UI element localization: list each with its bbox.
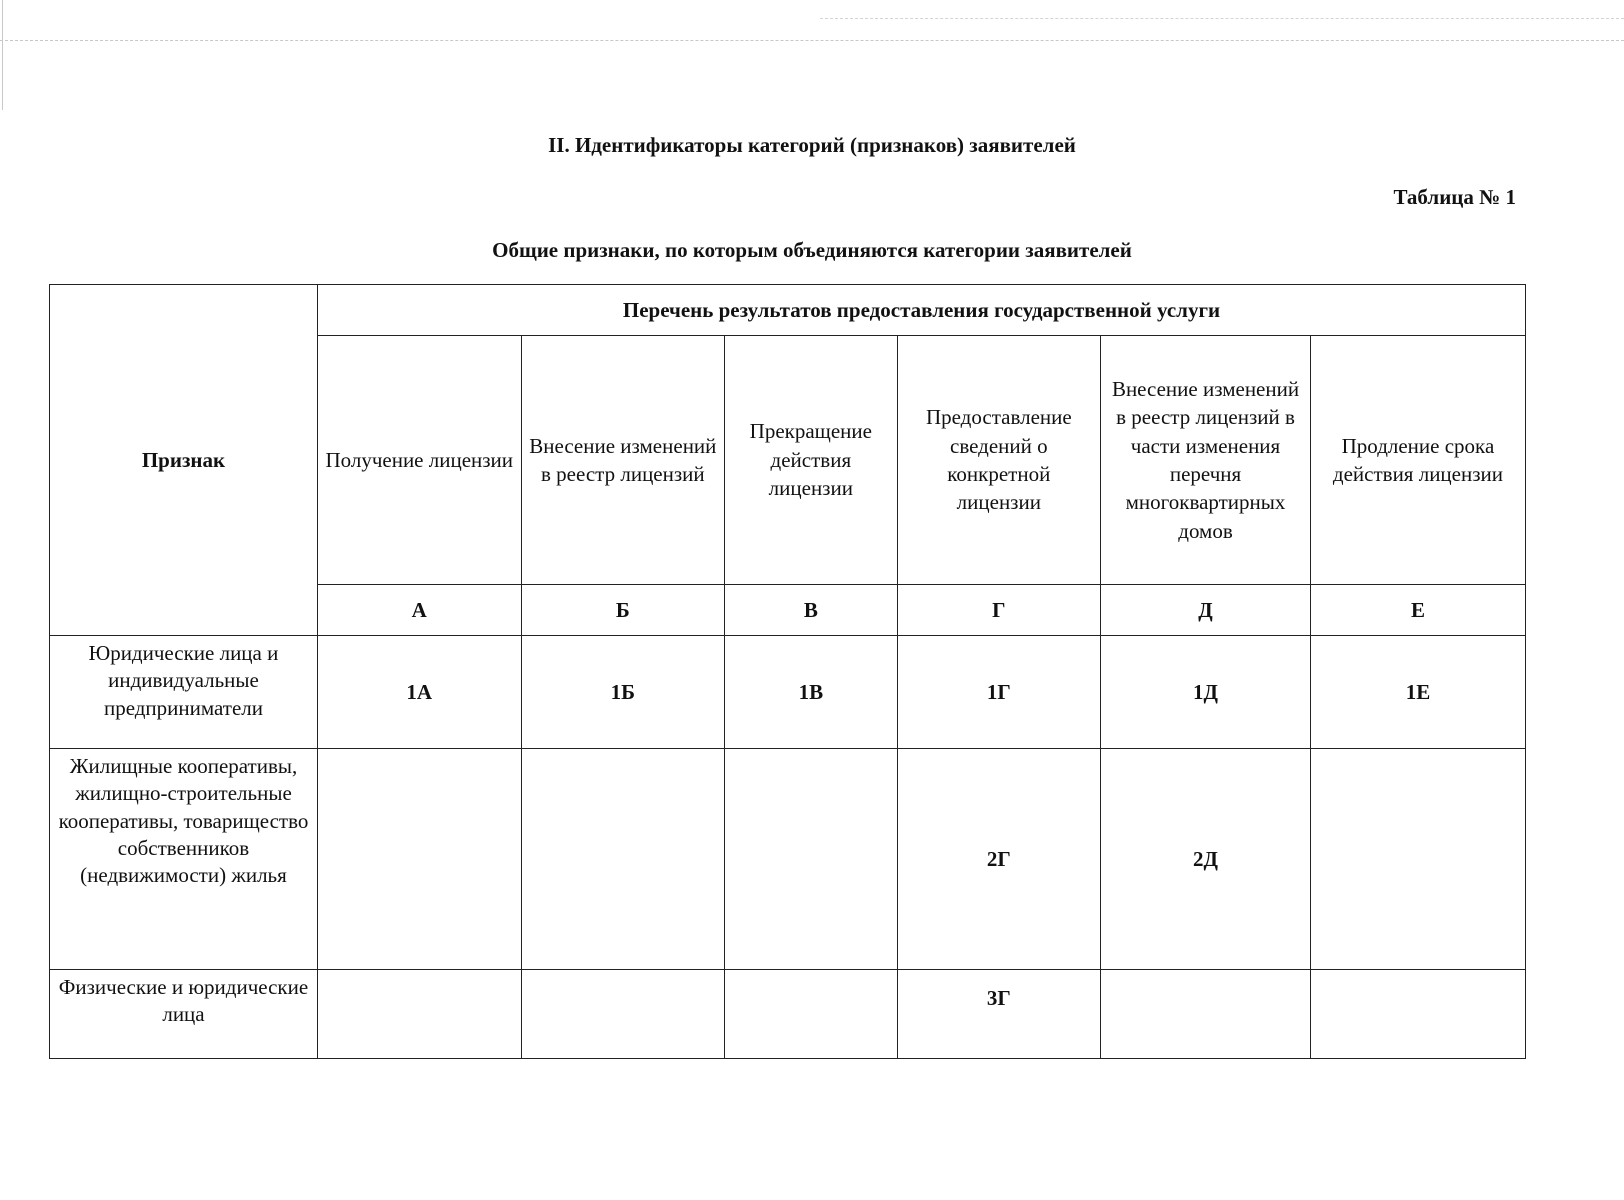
column-code: Г (897, 585, 1101, 636)
categories-table (49, 284, 1526, 1059)
section-title: II. Идентификаторы категорий (признаков) заявителей (548, 133, 1076, 157)
category-code: 1В (725, 636, 897, 749)
table-number: Таблица № 1 (1393, 185, 1516, 209)
table-caption: Общие признаки, по которым объединяются категории заявителей (492, 238, 1132, 262)
category-code: 1Г (897, 636, 1101, 749)
table-row (50, 636, 1526, 749)
row-label: Жилищные кооперативы, жилищно-строительные кооперативы, товарищество собственников (недвижимости) жилья (50, 749, 318, 970)
results-group-header: Перечень результатов предоставления государственной услуги (317, 285, 1525, 336)
scan-artifact-line (2, 0, 3, 110)
category-code (317, 970, 521, 1059)
table-row (50, 970, 1526, 1059)
category-code: 2Д (1101, 749, 1311, 970)
category-code: 1А (317, 636, 521, 749)
row-label: Юридические лица и индивидуальные предприниматели (50, 636, 318, 749)
category-code (1101, 970, 1311, 1059)
column-code: Б (521, 585, 725, 636)
category-code: 1Д (1101, 636, 1311, 749)
category-code: 3Г (897, 970, 1101, 1059)
column-header: Прекращение действия лицензии (725, 336, 897, 585)
feature-header: Признак (50, 285, 318, 636)
column-code: А (317, 585, 521, 636)
column-header: Получение лицензии (317, 336, 521, 585)
category-code (317, 749, 521, 970)
column-header: Внесение изменений в реестр лицензий в части изменения перечня многоквартирных домов (1101, 336, 1311, 585)
column-code: В (725, 585, 897, 636)
category-code (725, 749, 897, 970)
column-header: Внесение изменений в реестр лицензий (521, 336, 725, 585)
column-header: Предоставление сведений о конкретной лицензии (897, 336, 1101, 585)
category-code (1310, 749, 1525, 970)
category-code (521, 970, 725, 1059)
column-code: Е (1310, 585, 1525, 636)
category-code: 1Е (1310, 636, 1525, 749)
row-label: Физические и юридические лица (50, 970, 318, 1059)
scan-artifact-line (820, 18, 1624, 19)
category-code: 2Г (897, 749, 1101, 970)
category-code (725, 970, 897, 1059)
column-code: Д (1101, 585, 1311, 636)
column-header: Продление срока действия лицензии (1310, 336, 1525, 585)
scan-artifact-line (0, 40, 1624, 41)
table-row (50, 749, 1526, 970)
category-code (1310, 970, 1525, 1059)
category-code (521, 749, 725, 970)
category-code: 1Б (521, 636, 725, 749)
